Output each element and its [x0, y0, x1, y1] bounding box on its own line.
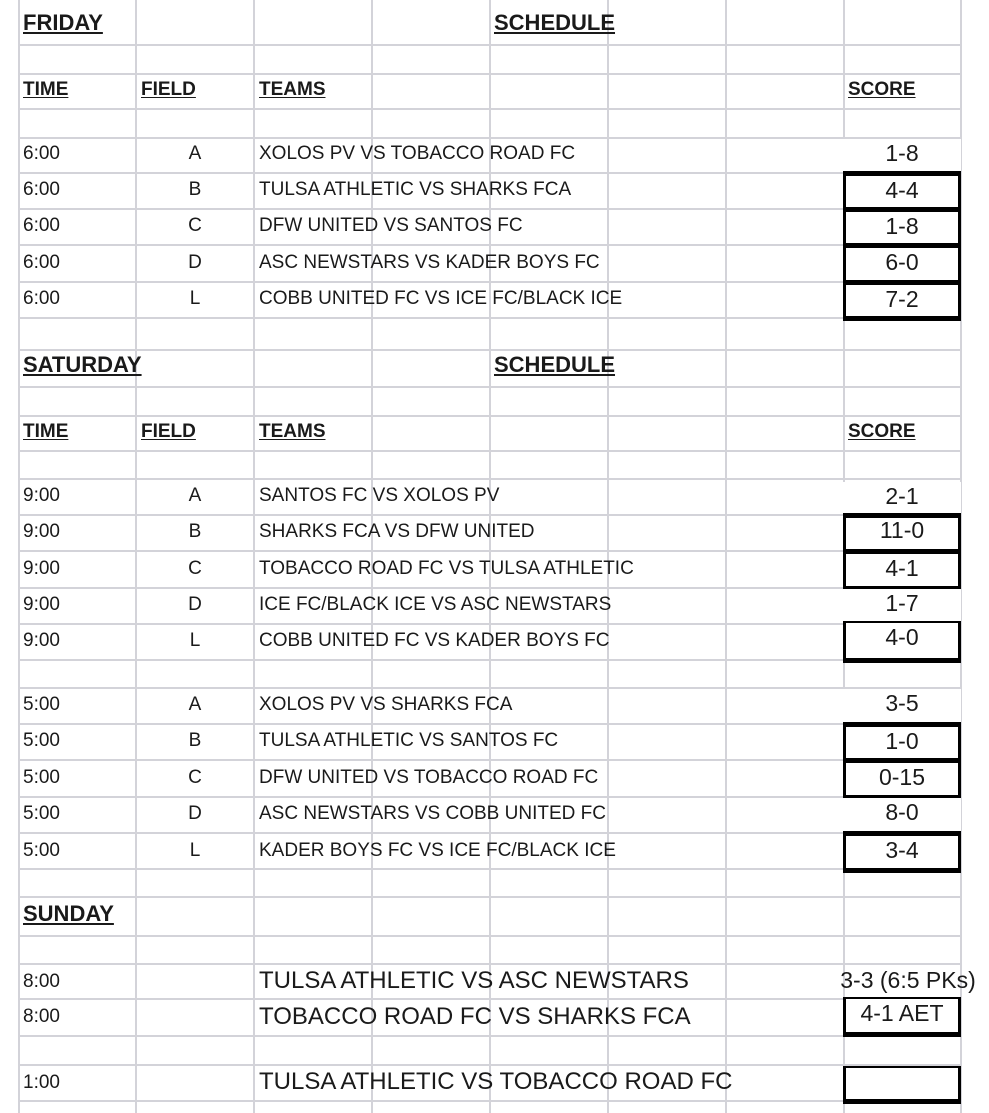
- grid-line: [18, 896, 961, 898]
- game-time: 8:00: [23, 971, 60, 992]
- game-time: 9:00: [23, 594, 60, 615]
- grid-line: [18, 281, 961, 283]
- grid-line: [18, 317, 961, 319]
- game-teams: ASC NEWSTARS VS KADER BOYS FC: [259, 252, 600, 273]
- column-header-teams: TEAMS: [259, 421, 326, 442]
- game-teams: TULSA ATHLETIC VS ASC NEWSTARS: [259, 967, 689, 994]
- day-title-friday: FRIDAY: [23, 10, 103, 35]
- game-teams: TULSA ATHLETIC VS TOBACCO ROAD FC: [259, 1068, 733, 1095]
- grid-line: [18, 514, 961, 516]
- game-teams: TULSA ATHLETIC VS SANTOS FC: [259, 730, 559, 751]
- game-time: 9:00: [23, 630, 60, 651]
- grid-line: [18, 759, 961, 761]
- game-score: 6-0: [843, 246, 961, 285]
- grid-line: [18, 415, 961, 417]
- grid-line: [18, 998, 961, 1000]
- game-field: D: [188, 594, 202, 615]
- grid-line: [18, 723, 961, 725]
- column-header-time: TIME: [23, 79, 69, 100]
- game-time: 9:00: [23, 521, 60, 542]
- grid-line: [18, 963, 961, 965]
- game-teams: XOLOS PV VS SHARKS FCA: [259, 694, 513, 715]
- game-time: 9:00: [23, 485, 60, 506]
- grid-line: [18, 172, 961, 174]
- game-teams: TULSA ATHLETIC VS SHARKS FCA: [259, 179, 572, 200]
- game-field: A: [188, 694, 202, 715]
- game-time: 6:00: [23, 288, 60, 309]
- schedule-heading: SCHEDULE: [494, 352, 616, 377]
- game-time: 6:00: [23, 252, 60, 273]
- grid-line: [18, 687, 961, 689]
- game-score: [843, 1066, 961, 1104]
- game-score: 1-8: [843, 139, 961, 176]
- grid-line: [371, 0, 373, 1113]
- game-field: C: [188, 558, 202, 579]
- game-score: 3-3 (6:5 PKs): [840, 967, 976, 993]
- grid-line: [18, 73, 961, 75]
- grid-line: [18, 1100, 961, 1102]
- game-time: 5:00: [23, 694, 60, 715]
- game-field: B: [188, 730, 202, 751]
- game-teams: DFW UNITED VS TOBACCO ROAD FC: [259, 767, 599, 788]
- grid-line: [18, 1064, 961, 1066]
- day-title-sunday: SUNDAY: [23, 901, 114, 926]
- grid-line: [135, 0, 137, 1113]
- game-teams: DFW UNITED VS SANTOS FC: [259, 215, 523, 236]
- game-time: 6:00: [23, 179, 60, 200]
- grid-line: [18, 832, 961, 834]
- game-time: 5:00: [23, 767, 60, 788]
- grid-line: [18, 44, 961, 46]
- grid-line: [18, 244, 961, 246]
- game-teams: TOBACCO ROAD FC VS TULSA ATHLETIC: [259, 558, 634, 579]
- grid-line: [18, 868, 961, 870]
- game-field: C: [188, 215, 202, 236]
- column-header-score: SCORE: [848, 79, 916, 100]
- game-time: 5:00: [23, 840, 60, 861]
- day-title-saturday: SATURDAY: [23, 352, 142, 377]
- game-score: 2-1: [843, 482, 961, 518]
- grid-line: [18, 108, 961, 110]
- grid-line: [18, 0, 20, 1113]
- game-teams: COBB UNITED FC VS KADER BOYS FC: [259, 630, 610, 651]
- game-time: 5:00: [23, 803, 60, 824]
- grid-line: [18, 587, 961, 589]
- column-header-field: FIELD: [141, 421, 196, 442]
- grid-line: [18, 349, 961, 351]
- game-teams: ICE FC/BLACK ICE VS ASC NEWSTARS: [259, 594, 612, 615]
- game-score: 1-8: [843, 210, 961, 248]
- grid-line: [18, 478, 961, 480]
- game-field: C: [188, 767, 202, 788]
- game-score: 1-0: [843, 725, 961, 763]
- game-teams: ASC NEWSTARS VS COBB UNITED FC: [259, 803, 606, 824]
- game-teams: COBB UNITED FC VS ICE FC/BLACK ICE: [259, 288, 623, 309]
- game-score: 4-4: [843, 174, 961, 212]
- game-field: D: [188, 252, 202, 273]
- column-header-score: SCORE: [848, 421, 916, 442]
- game-time: 9:00: [23, 558, 60, 579]
- game-field: B: [188, 521, 202, 542]
- grid-line: [489, 0, 491, 1113]
- game-field: B: [188, 179, 202, 200]
- game-score: 1-7: [843, 589, 961, 627]
- game-time: 5:00: [23, 730, 60, 751]
- game-field: L: [189, 288, 201, 309]
- game-teams: XOLOS PV VS TOBACCO ROAD FC: [259, 143, 576, 164]
- game-score: 4-1 AET: [843, 997, 961, 1037]
- game-field: A: [188, 143, 202, 164]
- game-score: 4-1: [843, 552, 961, 591]
- grid-line: [18, 935, 961, 937]
- column-header-field: FIELD: [141, 79, 196, 100]
- game-score: 3-4: [843, 834, 961, 873]
- grid-line: [18, 137, 961, 139]
- grid-line: [18, 386, 961, 388]
- game-teams: KADER BOYS FC VS ICE FC/BLACK ICE: [259, 840, 616, 861]
- game-field: D: [188, 803, 202, 824]
- game-field: A: [188, 485, 202, 506]
- game-score: 4-0: [843, 621, 961, 663]
- game-field: L: [189, 840, 201, 861]
- game-time: 8:00: [23, 1006, 60, 1027]
- game-score: 7-2: [843, 283, 961, 321]
- game-teams: TOBACCO ROAD FC VS SHARKS FCA: [259, 1003, 691, 1030]
- grid-line: [253, 0, 255, 1113]
- game-time: 1:00: [23, 1072, 60, 1093]
- grid-line: [18, 659, 961, 661]
- grid-line: [18, 208, 961, 210]
- grid-line: [18, 450, 961, 452]
- grid-line: [607, 0, 609, 1113]
- grid-line: [18, 623, 961, 625]
- game-teams: SHARKS FCA VS DFW UNITED: [259, 521, 535, 542]
- grid-line: [18, 550, 961, 552]
- grid-line: [18, 1035, 961, 1037]
- grid-line: [18, 796, 961, 798]
- column-header-teams: TEAMS: [259, 79, 326, 100]
- schedule-heading: SCHEDULE: [494, 10, 616, 35]
- game-score: 0-15: [843, 761, 961, 800]
- game-score: 11-0: [843, 516, 961, 554]
- game-time: 6:00: [23, 143, 60, 164]
- game-field: L: [189, 630, 201, 651]
- grid-line: [725, 0, 727, 1113]
- game-score: 8-0: [843, 798, 961, 836]
- game-score: 3-5: [843, 689, 961, 727]
- game-teams: SANTOS FC VS XOLOS PV: [259, 485, 500, 506]
- game-time: 6:00: [23, 215, 60, 236]
- column-header-time: TIME: [23, 421, 69, 442]
